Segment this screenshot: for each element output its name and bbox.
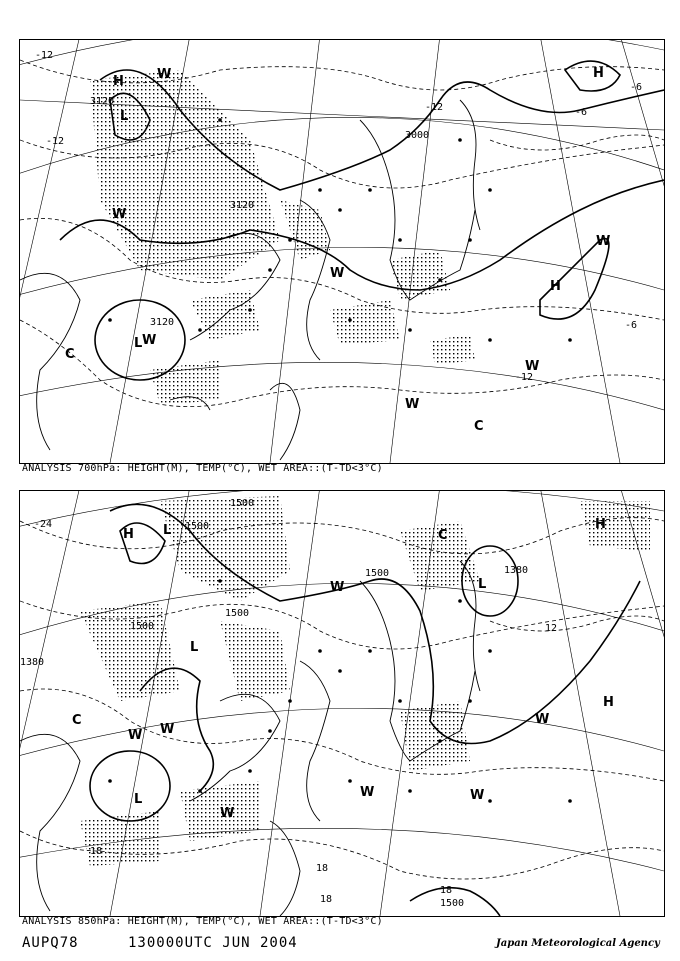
warm-symbol: W (112, 207, 127, 222)
analysis-850hpa-map (19, 490, 665, 917)
warm-symbol: W (128, 728, 143, 743)
low-symbol: L (478, 577, 487, 592)
height-label: 1500 (185, 521, 210, 532)
cold-symbol: C (65, 347, 75, 362)
analysis-700hpa-map (19, 39, 665, 464)
height-label: 1500 (365, 568, 390, 579)
temp-label: -24 (34, 519, 53, 530)
temp-label: -6 (625, 320, 638, 331)
analysis-time: 130000UTC JUN 2004 (128, 935, 298, 951)
temp-label: -12 (515, 372, 534, 383)
cold-symbol: C (438, 528, 448, 543)
warm-symbol: W (405, 397, 420, 412)
map-850hpa-graphics (20, 491, 664, 916)
high-symbol: H (595, 517, 606, 532)
height-label: 3120 (150, 317, 175, 328)
warm-symbol: W (157, 67, 172, 82)
low-symbol: L (120, 109, 129, 124)
height-label: 1500 (230, 498, 255, 509)
temp-label: 18 (440, 885, 453, 896)
low-symbol: L (190, 640, 199, 655)
temp-label: -6 (575, 107, 588, 118)
low-symbol: L (134, 336, 143, 351)
warm-symbol: W (330, 266, 345, 281)
height-label: 3000 (405, 130, 430, 141)
warm-symbol: W (220, 806, 235, 821)
warm-symbol: W (596, 234, 611, 249)
temp-label: 18 (320, 894, 333, 905)
temp-label: -12 (425, 102, 444, 113)
temp-label: -12 (35, 50, 54, 61)
temp-label: -6 (630, 82, 643, 93)
height-contours (90, 504, 640, 916)
temp-label: 12 (545, 623, 558, 634)
temp-label: -12 (46, 136, 65, 147)
warm-symbol: W (142, 333, 157, 348)
temp-label: 18 (316, 863, 329, 874)
low-symbol: L (163, 523, 172, 538)
warm-symbol: W (525, 359, 540, 374)
warm-symbol: W (160, 722, 175, 737)
warm-symbol: W (535, 712, 550, 727)
height-label: 1500 (225, 608, 250, 619)
height-label: 3120 (230, 200, 255, 211)
contour-labels (20, 498, 557, 909)
temp-label: 18 (90, 846, 103, 857)
high-symbol: H (113, 74, 124, 89)
map-700hpa-graphics (20, 40, 664, 463)
high-symbol: H (593, 66, 604, 81)
low-symbol: L (134, 792, 143, 807)
caption-700hpa: ANALYSIS 700hPa: HEIGHT(M), TEMP(°C), WET AREA::(T-TD<3°C) (22, 463, 383, 474)
wet-areas (80, 496, 650, 866)
high-symbol: H (603, 695, 614, 710)
agency-name: Japan Meteorological Agency (496, 938, 660, 949)
height-label: 1500 (440, 898, 465, 909)
height-label: 3120 (90, 96, 115, 107)
height-label: 1380 (504, 565, 529, 576)
warm-symbol: W (470, 788, 485, 803)
high-symbol: H (123, 527, 134, 542)
cold-symbol: C (72, 713, 82, 728)
cold-symbol: C (474, 419, 484, 434)
height-label: 1500 (130, 621, 155, 632)
height-label: 1380 (20, 657, 45, 668)
caption-850hpa: ANALYSIS 850hPa: HEIGHT(M), TEMP(°C), WET AREA::(T-TD<3°C) (22, 916, 383, 927)
warm-symbol: W (360, 785, 375, 800)
high-symbol: H (550, 279, 561, 294)
chart-code: AUPQ78 (22, 935, 79, 951)
warm-symbol: W (330, 580, 345, 595)
